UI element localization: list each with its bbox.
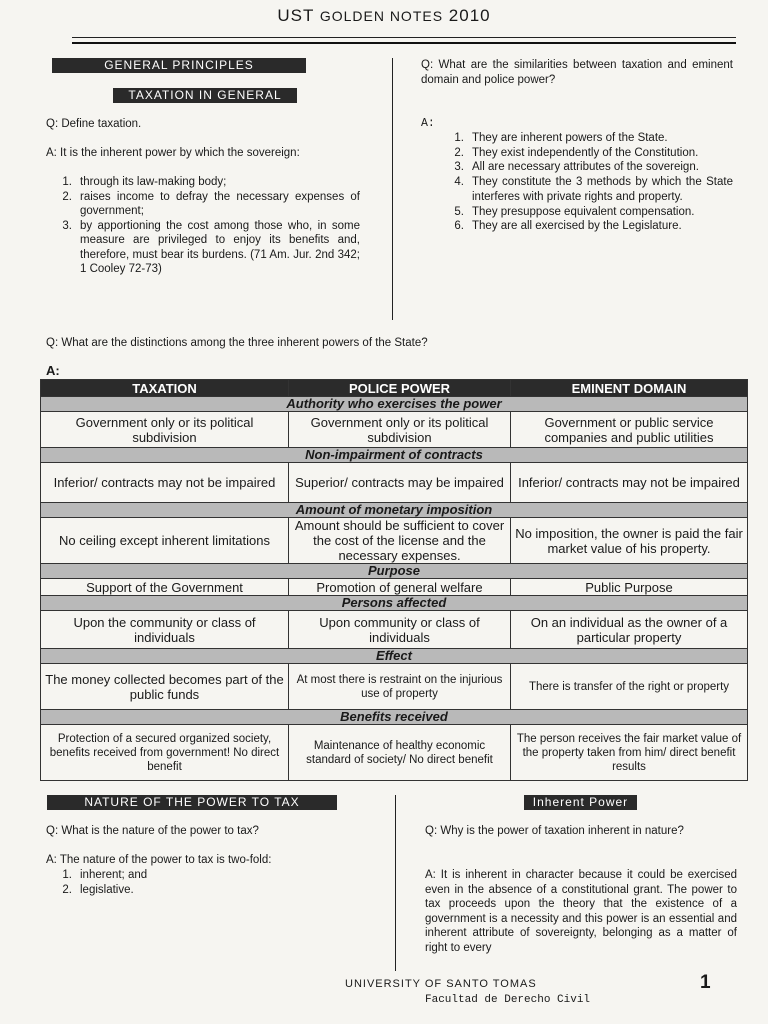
list-item: [54, 883, 354, 898]
list-item: [54, 175, 360, 190]
define-taxation-question: Q: Define taxation.: [46, 118, 142, 130]
list-text: They are all exercised by the Legislature.: [472, 220, 682, 233]
section-title: Purpose: [41, 564, 748, 579]
footer-university: UNIVERSITY OF SANTO TOMAS: [345, 978, 537, 990]
list-item: [446, 131, 733, 146]
list-number: 6.: [454, 220, 464, 233]
list-item: [446, 160, 733, 175]
similarities-answer-label: A:: [421, 117, 435, 130]
list-number: 1.: [62, 869, 72, 881]
list-item: [54, 868, 354, 883]
list-item: [446, 146, 733, 161]
list-item: [446, 219, 733, 234]
list-number: 1.: [62, 176, 72, 188]
list-text: raises income to defray the necessary expenses of government;: [80, 190, 360, 217]
table-cell: Protection of a secured organized society, benefits received from government! No direct benefit: [41, 725, 289, 781]
header-ust: UST: [277, 6, 315, 25]
similarities-question: Q: What are the similarities between taxation and eminent domain and police power?: [421, 59, 733, 86]
column-header: POLICE POWER: [289, 380, 511, 397]
table-cell: No ceiling except inherent limitations: [41, 518, 289, 564]
table-row: [41, 463, 748, 503]
list-text: They constitute the 3 methods by which the State interferes with private rights and property.: [472, 176, 733, 203]
table-cell: On an individual as the owner of a particular property: [511, 611, 748, 649]
table-cell: No imposition, the owner is paid the fair market value of his property.: [511, 518, 748, 564]
list-number: 3.: [62, 219, 72, 232]
inherent-power-label: Inherent Power: [524, 795, 637, 810]
list-text: by apportioning the cost among those who, in some measure are privileged to enjoy its benefits and, therefore, must bear its burdens. (71 Am. Jur. 2nd 342; 1 Cooley 72-73): [80, 219, 360, 275]
list-item: [54, 190, 360, 219]
footer-faculty: Facultad de Derecho Civil: [425, 994, 591, 1006]
table-cell: Support of the Government: [41, 579, 289, 596]
table-row: [41, 611, 748, 649]
list-item: [54, 219, 360, 277]
table-cell: Maintenance of healthy economic standard of society/ No direct benefit: [289, 725, 511, 781]
header-year: 2010: [448, 6, 491, 25]
inherent-answer: A: It is inherent in character because it could be exercised even in the absence of a constitutional grant. The power to tax proceeds upon the theory that the existence of a government is a necessity and this power is an essential and inherent attribute of sovereignty, belonging as a matter of right to every: [425, 869, 737, 954]
table-cell: There is transfer of the right or property: [511, 664, 748, 710]
list-item: [446, 175, 733, 204]
list-number: 2.: [62, 190, 72, 203]
section-title: Non-impairment of contracts: [41, 448, 748, 463]
header-rule-thin: [72, 37, 736, 38]
list-text: through its law-making body;: [80, 176, 227, 188]
column-divider-top: [392, 58, 393, 320]
section-title: Persons affected: [41, 596, 748, 611]
list-item: [446, 205, 733, 220]
header-rule-thick: [72, 42, 736, 44]
table-cell: Upon the community or class of individuals: [41, 611, 289, 649]
table-header-row: [41, 380, 748, 397]
list-text: All are necessary attributes of the sovereign.: [472, 161, 699, 174]
table-cell: Government or public service companies and public utilities: [511, 412, 748, 448]
list-number: 1.: [454, 132, 464, 144]
column-header: TAXATION: [41, 380, 289, 397]
section-title: Authority who exercises the power: [41, 397, 748, 412]
column-divider-bottom: [395, 795, 396, 971]
table-cell: Amount should be sufficient to cover the cost of the license and the necessary expenses.: [289, 518, 511, 564]
inherent-question: Q: Why is the power of taxation inherent in nature?: [425, 825, 684, 837]
list-number: 5.: [454, 205, 464, 218]
table-cell: Government only or its political subdivision: [41, 412, 289, 448]
table-cell: Inferior/ contracts may not be impaired: [41, 463, 289, 503]
nature-list: [54, 868, 354, 897]
section-title: Benefits received: [41, 710, 748, 725]
page-number: 1: [700, 972, 711, 993]
table-row: [41, 725, 748, 781]
list-text: They exist independently of the Constitution.: [472, 146, 699, 159]
list-number: 3.: [454, 161, 464, 174]
table-cell: Upon community or class of individuals: [289, 611, 511, 649]
column-header: EMINENT DOMAIN: [511, 380, 748, 397]
table-cell: Public Purpose: [511, 579, 748, 596]
table-row: [41, 579, 748, 596]
list-number: 4.: [454, 176, 464, 189]
nature-question: Q: What is the nature of the power to tax?: [46, 825, 259, 837]
nature-answer-intro: A: The nature of the power to tax is two-fold:: [46, 854, 272, 866]
general-principles-label: GENERAL PRINCIPLES: [52, 58, 306, 73]
table-cell: The person receives the fair market value of the property taken from him/ direct benefit results: [511, 725, 748, 781]
section-title: Effect: [41, 649, 748, 664]
table-row: [41, 518, 748, 564]
running-header: [0, 6, 768, 26]
table-cell: The money collected becomes part of the public funds: [41, 664, 289, 710]
nature-of-power-label: NATURE OF THE POWER TO TAX: [47, 795, 337, 810]
table-cell: Promotion of general welfare: [289, 579, 511, 596]
list-number: 2.: [454, 146, 464, 159]
table-row: [41, 664, 748, 710]
distinctions-table: [40, 379, 748, 781]
table-cell: Superior/ contracts may be impaired: [289, 463, 511, 503]
table-cell: Government only or its political subdivision: [289, 412, 511, 448]
table-cell: Inferior/ contracts may not be impaired: [511, 463, 748, 503]
table-cell: At most there is restraint on the injurious use of property: [289, 664, 511, 710]
section-title: Amount of monetary imposition: [41, 503, 748, 518]
taxation-in-general-label: TAXATION IN GENERAL: [113, 88, 297, 103]
similarities-list: [446, 131, 733, 234]
list-text: inherent; and: [80, 869, 148, 881]
header-golden-notes: GOLDEN NOTES: [319, 8, 444, 24]
distinctions-question: Q: What are the distinctions among the three inherent powers of the State?: [46, 337, 428, 349]
list-text: They presuppose equivalent compensation.: [472, 205, 695, 218]
distinctions-answer-label: A:: [46, 363, 60, 378]
define-taxation-list: [54, 175, 360, 277]
define-taxation-answer-intro: A: It is the inherent power by which the sovereign:: [46, 147, 300, 159]
list-number: 2.: [62, 883, 72, 896]
table-row: [41, 412, 748, 448]
list-text: legislative.: [80, 883, 134, 896]
list-text: They are inherent powers of the State.: [472, 132, 668, 144]
